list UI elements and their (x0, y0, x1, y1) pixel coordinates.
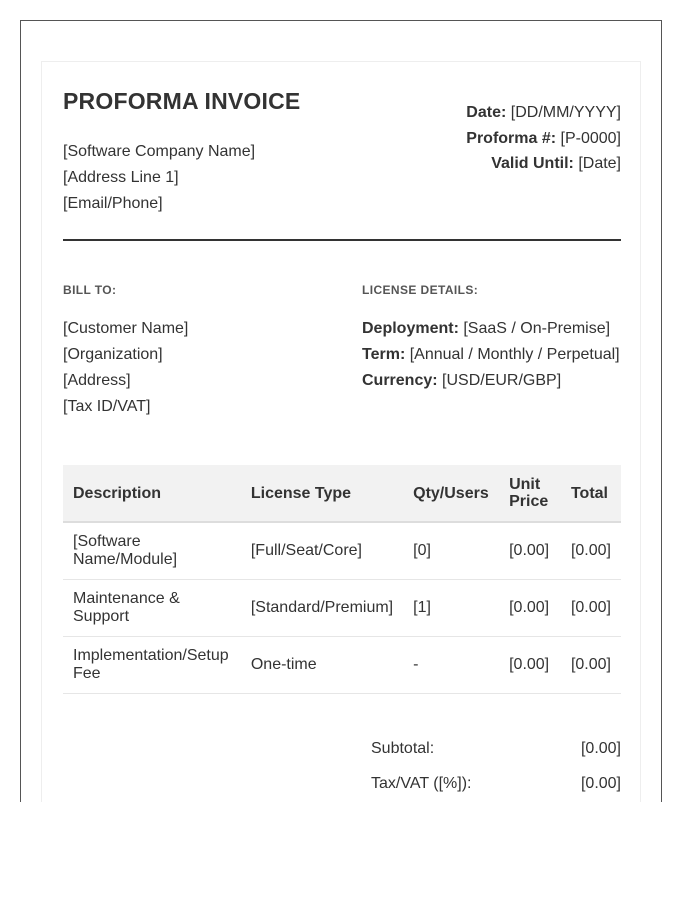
header-unit-price: Unit Price (499, 465, 561, 522)
page-frame (20, 20, 662, 802)
cell-qty: [1] (403, 579, 499, 636)
meta-valid-label: Valid Until: (491, 155, 574, 172)
header-description: Description (63, 465, 241, 522)
meta-proforma-label: Proforma #: (466, 129, 557, 147)
license-term-value: [Annual / Monthly / Perpetual] (409, 346, 620, 363)
header-divider (63, 239, 621, 241)
cell-license-type: [Standard/Premium] (241, 579, 403, 636)
cell-unit-price: [0.00] (499, 636, 561, 693)
invoice-title: PROFORMA INVOICE (63, 88, 301, 114)
customer-name: [Customer Name] (63, 320, 189, 337)
invoice-meta (466, 100, 621, 177)
cell-license-type: [Full/Seat/Core] (241, 522, 403, 579)
totals-subtotal-row (371, 740, 621, 775)
meta-date-value: [DD/MM/YYYY] (510, 104, 621, 121)
table-row (63, 579, 621, 636)
customer-address: [Address] (63, 372, 131, 389)
cell-unit-price: [0.00] (499, 579, 561, 636)
company-contact: [Email/Phone] (63, 195, 163, 212)
cell-description: Implementation/Setup Fee (63, 636, 241, 693)
license-details-block (362, 316, 620, 394)
tax-label: Tax/VAT ([%]): (371, 775, 472, 792)
license-deployment (362, 316, 620, 342)
cell-total: [0.00] (561, 522, 621, 579)
cell-total: [0.00] (561, 636, 621, 693)
meta-valid-value: [Date] (578, 155, 621, 172)
cell-license-type: One-time (241, 636, 403, 693)
license-currency (362, 368, 620, 394)
meta-date-label: Date: (466, 104, 507, 121)
company-address: [Address Line 1] (63, 169, 179, 186)
table-header-row (63, 465, 621, 522)
license-deployment-value: [SaaS / On-Premise] (463, 320, 611, 337)
meta-proforma-number (466, 126, 621, 152)
subtotal-value: [0.00] (580, 740, 621, 757)
license-details-label: LICENSE DETAILS: (362, 283, 479, 297)
meta-valid-until (466, 151, 621, 177)
bill-to-label: BILL TO: (63, 283, 117, 297)
cell-unit-price: [0.00] (499, 522, 561, 579)
cell-description: [Software Name/Module] (63, 522, 241, 579)
cell-description: Maintenance & Support (63, 579, 241, 636)
license-term (362, 342, 620, 368)
bill-to-block (63, 316, 188, 420)
meta-date (466, 100, 621, 126)
cell-total: [0.00] (561, 579, 621, 636)
company-name: [Software Company Name] (63, 143, 256, 160)
totals-tax-row (371, 775, 621, 802)
table-row (63, 636, 621, 693)
license-deployment-label: Deployment: (362, 320, 459, 337)
header-total: Total (561, 465, 621, 522)
header-license-type: License Type (241, 465, 403, 522)
cell-qty: - (403, 636, 499, 693)
company-info (63, 139, 255, 217)
tax-value: [0.00] (580, 775, 621, 792)
license-currency-value: [USD/EUR/GBP] (442, 372, 562, 389)
customer-tax-id: [Tax ID/VAT] (63, 398, 151, 415)
subtotal-label: Subtotal: (371, 740, 435, 757)
header-qty-users: Qty/Users (403, 465, 499, 522)
cell-qty: [0] (403, 522, 499, 579)
line-items-table (63, 465, 621, 694)
license-currency-label: Currency: (362, 372, 438, 389)
table-row (63, 522, 621, 579)
license-term-label: Term: (362, 346, 406, 363)
invoice-sheet (41, 61, 641, 802)
totals-block (371, 740, 621, 802)
meta-proforma-value: [P-0000] (560, 129, 621, 147)
customer-organization: [Organization] (63, 346, 163, 363)
